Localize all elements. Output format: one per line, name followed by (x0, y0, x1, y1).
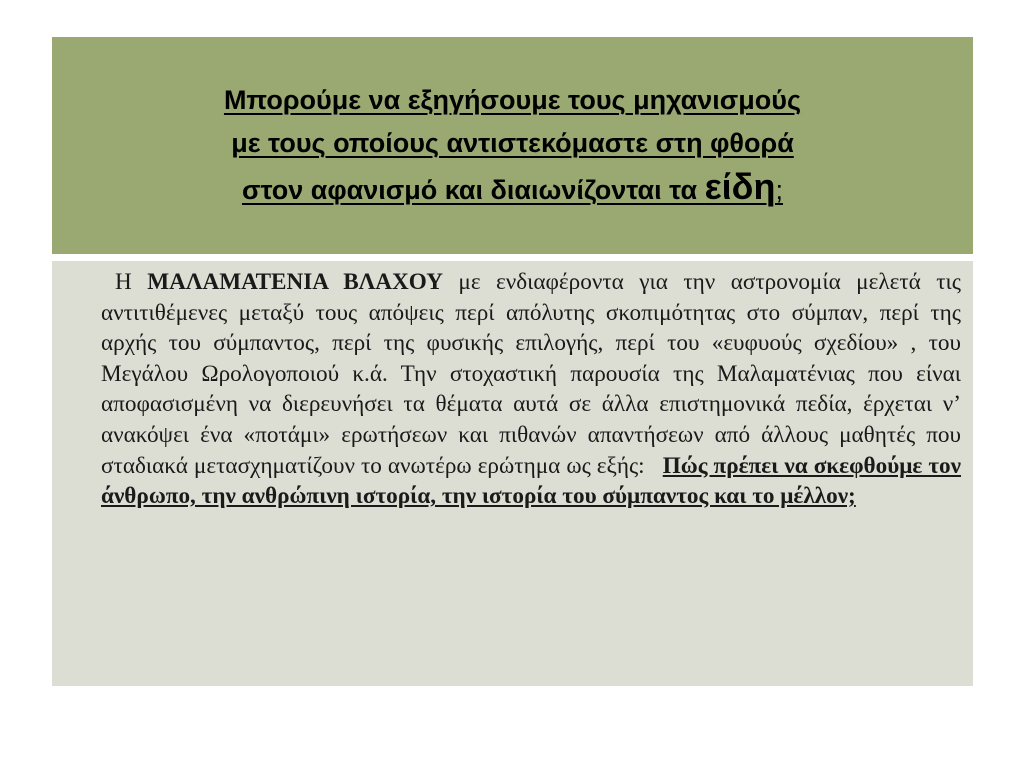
body-paragraph (101, 267, 961, 512)
title-question-mark: ; (775, 175, 783, 205)
key-question: Πώς πρέπει να σκεφθούμε τον άνθρωπο, την ανθρώπινη ιστορία, την ιστορία του σύμπαντος και το μέλλον; (101, 452, 962, 510)
title-line-3-prefix: στον αφανισμό και διαιωνίζονται τα (241, 175, 705, 205)
title-line-3 (242, 165, 783, 212)
body-box (52, 261, 973, 686)
title-line-2: με τους οποίους αντιστεκόμαστε στη φθορά (231, 128, 794, 158)
body-text: με ενδιαφέροντα για την αστρονομία μελετά τις αντιτιθέμενες μεταξύ τους απόψεις περί απόλυτης σκοπιμότητας στο σύμπαν, περί της αρχής του σύμπαντος, περί της φυσικής επιλογής, περί του «ευφυούς σχεδίου» , του Μεγάλου Ωρολογοποιού κ.ά. Την στοχαστική παρουσία της Μαλαματένιας που είναι αποφασισμένη να διερευνήσει τα θέματα αυτά σε άλλα επιστημονικά πεδία, έρχεται ν’ ανακόψει ένα «ποτάμι» ερωτήσεων και πιθανών απαντήσεων από άλλους μαθητές που σταδιακά μετασχηματίζουν το ανωτέρω ερώτημα ως εξής: (101, 269, 961, 479)
question-spacer (645, 453, 663, 479)
title-emphasis: είδη (704, 166, 776, 207)
author-name: ΜΑΛΑΜΑΤΕΝΙΑ ΒΛΑΧΟΥ (147, 269, 443, 295)
body-article: Η (115, 269, 148, 295)
title-box (52, 37, 973, 254)
title-line-1: Μπορούμε να εξηγήσουμε τους μηχανισμούς (223, 85, 802, 115)
